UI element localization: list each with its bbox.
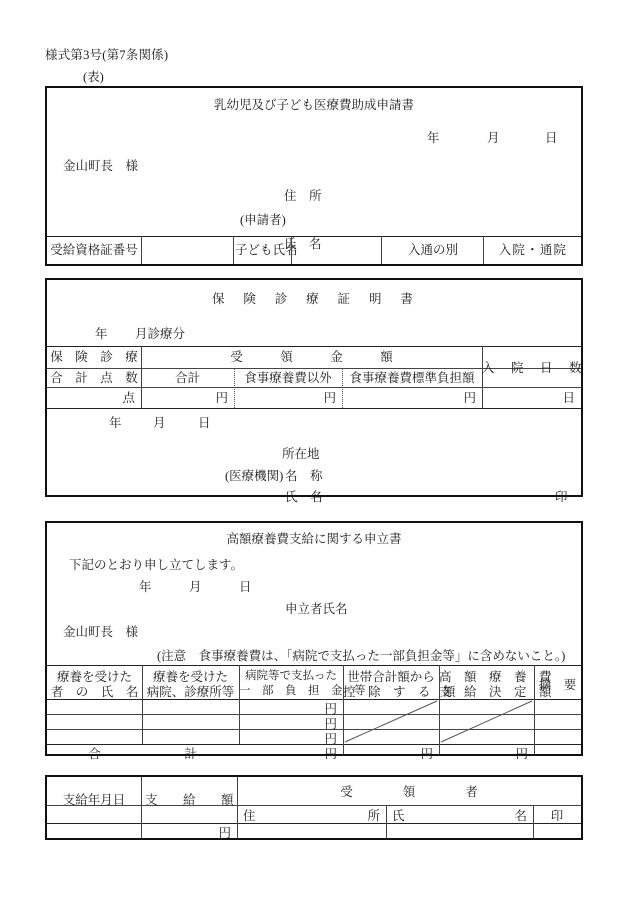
recipient-seal-header: 印 — [550, 809, 564, 823]
doctor-name-label: 氏 名 — [285, 490, 323, 504]
amount-group-header: 受 領 金 額 — [230, 350, 393, 364]
payment-date-header: 支給年月日 — [62, 793, 126, 807]
th-decision-1: 高 額 療 養 費 — [439, 670, 552, 684]
payment-amount-unit[interactable]: 円 — [218, 826, 231, 840]
section2-period-year: 年 — [95, 327, 108, 341]
section1-title: 乳幼児及び子ども医療費助成申請書 — [213, 98, 414, 112]
section-high-cost-claim — [45, 521, 583, 761]
cert-no-label: 受給資格証番号 — [50, 243, 138, 257]
institution-name-label: 名 称 — [285, 469, 323, 483]
total-label-right: 計 — [184, 747, 197, 761]
recipient-group-header: 受 領 者 — [340, 785, 478, 799]
amount-excl-meal-header: 食事療養費以外 — [244, 371, 332, 385]
th-patient-name-1: 療養を受けた — [56, 670, 132, 684]
institution-location-label: 所在地 — [282, 447, 320, 461]
amount-total-unit[interactable]: 円 — [215, 391, 228, 405]
section-insurance-certificate — [45, 278, 584, 504]
form-side-label: (表) — [83, 70, 104, 84]
section3-date-year: 年 — [139, 580, 152, 594]
divider — [233, 236, 234, 264]
divider — [291, 236, 292, 264]
section2-cert-year: 年 — [109, 416, 122, 430]
th-hospital-2: 病院、診療所等 — [146, 685, 235, 699]
section2-cert-day: 日 — [198, 416, 211, 430]
hospital-days-header: 入 院 日 数 — [482, 361, 584, 375]
institution-label: (医療機関) — [225, 469, 284, 483]
section3-date-month: 月 — [189, 580, 202, 594]
hospital-days-unit[interactable]: 日 — [562, 391, 575, 405]
th-decision-2: 支 給 決 定 額 — [439, 685, 552, 699]
recipient-address-header-left: 住 — [243, 809, 256, 823]
section1-date-day: 日 — [545, 131, 558, 145]
points-header-line2: 合 計 点 数 — [50, 371, 138, 385]
recipient-address-header-right: 所 — [367, 809, 380, 823]
recipient-name-header-left: 氏 — [392, 809, 405, 823]
section1-date-month: 月 — [487, 131, 500, 145]
divider — [141, 236, 142, 264]
amount-total-header: 合計 — [174, 371, 200, 385]
section1-address-label: 住 所 — [284, 189, 322, 203]
section2-cert-month: 月 — [153, 416, 166, 430]
divider — [483, 236, 484, 264]
th-remarks: 摘 要 — [538, 678, 577, 692]
section1-name-label: 氏 名 — [284, 237, 322, 251]
payment-amount-header: 支 給 額 — [145, 793, 241, 807]
section-payment-receipt — [45, 775, 583, 840]
divider — [381, 236, 382, 264]
visit-type-value[interactable]: 入院・通院 — [498, 243, 568, 257]
divider — [386, 805, 387, 838]
visit-type-label: 入通の別 — [407, 243, 458, 257]
section3-title: 高額療養費支給に関する申立書 — [226, 532, 402, 546]
form-number-label: 様式第3号(第7条関係) — [45, 48, 169, 62]
section-application — [45, 86, 583, 266]
section1-addressee: 金山町長 様 — [63, 159, 139, 173]
td-partial-payment-unit[interactable]: 円 — [324, 732, 337, 746]
th-deduction-1: 世帯合計額から — [347, 670, 435, 684]
section1-applicant-label: (申請者) — [240, 213, 286, 227]
total-decision-unit[interactable]: 円 — [515, 747, 528, 761]
th-hospital-1: 療養を受けた — [152, 670, 228, 684]
th-partial-payment-2: 一 部 負 担 金 等 — [239, 685, 366, 697]
points-header-line1: 保 険 診 療 — [50, 350, 138, 364]
recipient-name-header-right: 名 — [514, 809, 527, 823]
section3-note: (注意 食事療養費は、「病院で支払った一部負担金等」に含めないこと。) — [157, 649, 566, 663]
section2-period-month: 月診療分 — [135, 327, 186, 341]
section3-applicant-name-label: 申立者氏名 — [285, 602, 348, 616]
points-unit[interactable]: 点 — [122, 391, 135, 405]
deduction-strike-through-icon — [343, 699, 439, 744]
amount-excl-meal-unit[interactable]: 円 — [323, 391, 336, 405]
th-partial-payment-1: 病院等で支払った — [245, 670, 337, 682]
td-partial-payment-unit[interactable]: 円 — [324, 702, 337, 716]
total-partial-payment-unit[interactable]: 円 — [324, 747, 337, 761]
th-deduction-2: 控 除 す る 額 — [343, 685, 456, 699]
child-name-label: 子ども氏名 — [235, 243, 298, 257]
section2-title: 保 険 診 療 証 明 書 — [211, 292, 417, 306]
th-patient-name-2: 者 の 氏 名 — [50, 685, 139, 699]
total-label-left: 合 — [88, 747, 101, 761]
total-deduction-unit[interactable]: 円 — [420, 747, 433, 761]
institution-seal-label: 印 — [555, 490, 568, 504]
decision-strike-through-icon — [439, 699, 534, 744]
section3-statement: 下記のとおり申し立てします。 — [69, 558, 244, 572]
section3-date-day: 日 — [239, 580, 252, 594]
section1-date-year: 年 — [427, 131, 440, 145]
td-partial-payment-unit[interactable]: 円 — [324, 717, 337, 731]
amount-meal-std-unit[interactable]: 円 — [463, 391, 476, 405]
amount-meal-std-header: 食事療養費標準負担額 — [349, 371, 475, 385]
section3-addressee: 金山町長 様 — [63, 625, 139, 639]
